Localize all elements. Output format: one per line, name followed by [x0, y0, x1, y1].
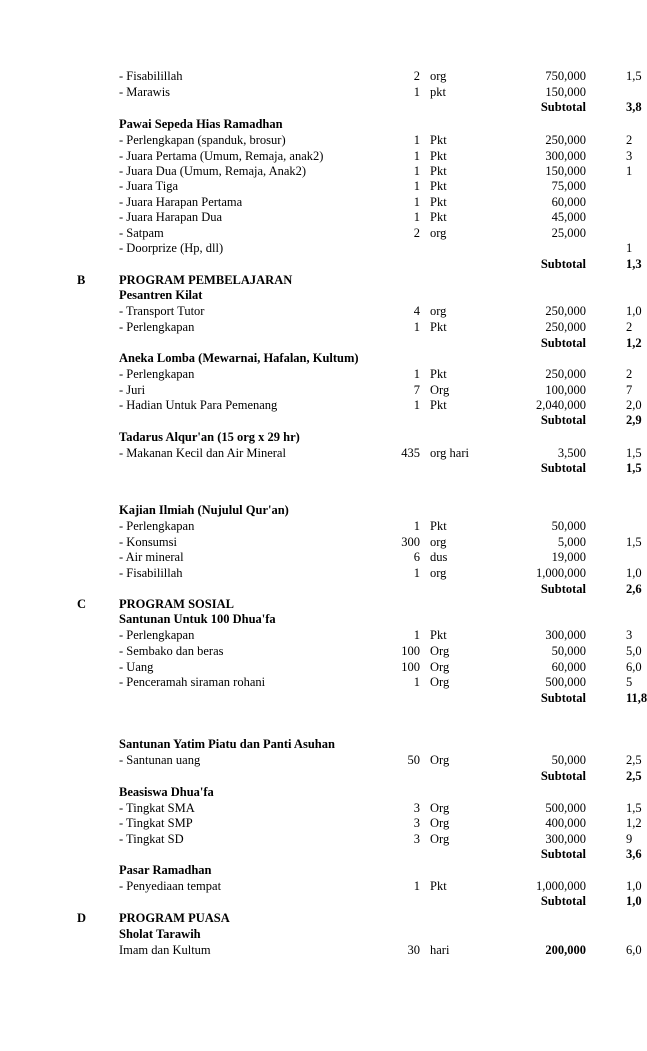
item-description: - Perlengkapan: [119, 320, 195, 334]
quantity-cell: 2: [413, 226, 420, 240]
total-cell: 1,3: [626, 257, 642, 271]
unit-price-cell: 2,040,000: [536, 398, 586, 412]
table-row: [0, 628, 638, 644]
table-row: [0, 503, 638, 519]
unit-price-cell: 150,000: [545, 85, 586, 99]
subtotal-label: Subtotal: [540, 413, 586, 427]
subtotal-label: Subtotal: [540, 691, 586, 705]
unit-cell: org: [430, 566, 447, 580]
table-row: [0, 117, 638, 133]
unit-cell: Pkt: [430, 210, 447, 224]
unit-cell: Org: [430, 644, 450, 658]
item-description: - Air mineral: [119, 550, 184, 564]
section-header-row: [0, 911, 638, 927]
table-row: [0, 288, 638, 304]
item-description: - Hadian Untuk Para Pemenang: [119, 398, 278, 412]
table-row: [0, 320, 638, 336]
subtotal-row: [0, 257, 642, 273]
quantity-cell: 1: [413, 398, 420, 412]
quantity-cell: 100: [401, 660, 420, 674]
unit-price-cell: 250,000: [545, 133, 586, 147]
table-row: [0, 927, 638, 943]
total-cell: 9: [626, 832, 633, 846]
total-cell: 11,8: [626, 691, 647, 705]
unit-price-cell: 500,000: [545, 675, 586, 689]
quantity-cell: 300: [401, 535, 420, 549]
unit-price-cell: 5,000: [557, 535, 586, 549]
item-description: Kajian Ilmiah (Nujulul Qur'an): [119, 503, 289, 517]
subtotal-label: Subtotal: [540, 257, 586, 271]
unit-price-cell: 150,000: [545, 164, 586, 178]
total-cell: 1,0: [626, 304, 642, 318]
unit-price-cell: 250,000: [545, 304, 586, 318]
section-letter: B: [77, 273, 86, 287]
item-description: - Juara Tiga: [119, 179, 179, 193]
section-header-row: [0, 597, 638, 613]
total-cell: 2: [626, 133, 633, 147]
table-row: [0, 210, 638, 226]
subtotal-row: [0, 582, 642, 598]
quantity-cell: 1: [413, 85, 420, 99]
item-description: - Perlengkapan: [119, 519, 195, 533]
total-cell: 1,5: [626, 535, 642, 549]
total-cell: 2,5: [626, 753, 642, 767]
unit-cell: org: [430, 535, 447, 549]
total-cell: 1,2: [626, 816, 642, 830]
total-cell: 3,6: [626, 847, 642, 861]
unit-price-cell: 45,000: [551, 210, 586, 224]
subtotal-label: Subtotal: [540, 894, 586, 908]
item-description: - Fisabilillah: [119, 566, 183, 580]
subtotal-label: Subtotal: [540, 336, 586, 350]
item-description: - Perlengkapan (spanduk, brosur): [119, 133, 286, 147]
unit-price-cell: 750,000: [545, 69, 586, 83]
quantity-cell: 1: [413, 195, 420, 209]
quantity-cell: 7: [413, 383, 420, 397]
quantity-cell: 1: [413, 566, 420, 580]
table-row: [0, 612, 638, 628]
item-description: Santunan Yatim Piatu dan Panti Asuhan: [119, 737, 335, 751]
subtotal-row: [0, 691, 647, 707]
total-cell: 6,0: [626, 660, 642, 674]
unit-price-cell: 300,000: [545, 628, 586, 642]
total-cell: 2: [626, 320, 633, 334]
table-row: [0, 863, 638, 879]
item-description: Tadarus Alqur'an (15 org x 29 hr): [119, 430, 300, 444]
item-description: - Tingkat SD: [119, 832, 184, 846]
quantity-cell: 1: [413, 149, 420, 163]
table-row: [0, 430, 638, 446]
unit-cell: Org: [430, 832, 450, 846]
table-row: [0, 675, 638, 691]
item-description: PROGRAM PEMBELAJARAN: [119, 273, 293, 287]
section-letter: D: [77, 911, 87, 925]
subtotal-row: [0, 769, 642, 785]
total-cell: 2,5: [626, 769, 642, 783]
item-description: PROGRAM PUASA: [119, 911, 230, 925]
total-cell: 1: [626, 164, 633, 178]
quantity-cell: 435: [401, 446, 420, 460]
table-row: [0, 179, 638, 195]
table-row: [0, 241, 638, 257]
table-row: [0, 785, 638, 801]
table-row: [0, 398, 642, 414]
unit-cell: Pkt: [430, 133, 447, 147]
quantity-cell: 3: [413, 801, 420, 815]
unit-price-cell: 19,000: [551, 550, 586, 564]
table-row: [0, 879, 642, 895]
table-row: [0, 519, 638, 535]
unit-price-cell: 3,500: [557, 446, 586, 460]
unit-cell: Org: [430, 675, 450, 689]
quantity-cell: 1: [413, 320, 420, 334]
item-description: - Juara Harapan Dua: [119, 210, 223, 224]
item-description: - Perlengkapan: [119, 367, 195, 381]
section-header-row: [0, 273, 638, 289]
table-row: [0, 753, 642, 769]
item-description: Aneka Lomba (Mewarnai, Hafalan, Kultum): [119, 351, 359, 365]
unit-price-cell: 75,000: [551, 179, 586, 193]
quantity-cell: 1: [413, 879, 420, 893]
total-cell: 1,0: [626, 879, 642, 893]
item-description: Beasiswa Dhua'fa: [119, 785, 214, 799]
unit-price-cell: 50,000: [551, 644, 586, 658]
item-description: - Penceramah siraman rohani: [119, 675, 266, 689]
subtotal-row: [0, 100, 642, 116]
unit-price-cell: 50,000: [551, 753, 586, 767]
item-description: - Juara Pertama (Umum, Remaja, anak2): [119, 149, 324, 163]
table-row: [0, 226, 638, 242]
item-description: - Tingkat SMA: [119, 801, 195, 815]
unit-cell: Pkt: [430, 320, 447, 334]
table-row: [0, 832, 638, 848]
unit-price-cell: 300,000: [545, 832, 586, 846]
quantity-cell: 6: [413, 550, 420, 564]
item-description: - Penyediaan tempat: [119, 879, 222, 893]
item-description: - Doorprize (Hp, dll): [119, 241, 224, 255]
item-description: Imam dan Kultum: [119, 943, 211, 957]
unit-price-cell: 300,000: [545, 149, 586, 163]
quantity-cell: 1: [413, 519, 420, 533]
total-cell: 2: [626, 367, 633, 381]
item-description: - Makanan Kecil dan Air Mineral: [119, 446, 286, 460]
item-description: - Perlengkapan: [119, 628, 195, 642]
subtotal-label: Subtotal: [540, 461, 586, 475]
item-description: - Juri: [119, 383, 146, 397]
total-cell: 1: [626, 241, 633, 255]
unit-cell: Pkt: [430, 628, 447, 642]
total-cell: 1,5: [626, 69, 642, 83]
subtotal-row: [0, 461, 642, 477]
unit-price-cell: 60,000: [551, 195, 586, 209]
total-cell: 1,5: [626, 446, 642, 460]
quantity-cell: 50: [407, 753, 420, 767]
item-description: - Tingkat SMP: [119, 816, 193, 830]
unit-price-cell: 250,000: [545, 320, 586, 334]
subtotal-label: Subtotal: [540, 769, 586, 783]
unit-cell: Pkt: [430, 879, 447, 893]
quantity-cell: 1: [413, 628, 420, 642]
item-description: - Satpam: [119, 226, 164, 240]
unit-price-cell: 200,000: [545, 943, 586, 957]
table-row: [0, 85, 638, 101]
unit-cell: Org: [430, 816, 450, 830]
table-row: [0, 149, 638, 165]
total-cell: 5: [626, 675, 633, 689]
quantity-cell: 1: [413, 164, 420, 178]
table-row: [0, 644, 642, 660]
unit-cell: org: [430, 69, 447, 83]
quantity-cell: 1: [413, 675, 420, 689]
unit-cell: Org: [430, 801, 450, 815]
item-description: Pawai Sepeda Hias Ramadhan: [119, 117, 283, 131]
unit-price-cell: 100,000: [545, 383, 586, 397]
item-description: - Juara Dua (Umum, Remaja, Anak2): [119, 164, 307, 178]
table-row: [0, 660, 642, 676]
unit-cell: Pkt: [430, 398, 447, 412]
table-row: [0, 69, 642, 85]
unit-cell: org: [430, 304, 447, 318]
unit-cell: Org: [430, 383, 450, 397]
total-cell: 7: [626, 383, 633, 397]
subtotal-row: [0, 413, 642, 429]
item-description: - Fisabilillah: [119, 69, 183, 83]
item-description: Sholat Tarawih: [119, 927, 201, 941]
unit-price-cell: 500,000: [545, 801, 586, 815]
table-row: [0, 816, 642, 832]
total-cell: 1,0: [626, 894, 642, 908]
quantity-cell: 1: [413, 133, 420, 147]
item-description: Pasar Ramadhan: [119, 863, 212, 877]
quantity-cell: 3: [413, 816, 420, 830]
unit-price-cell: 25,000: [551, 226, 586, 240]
table-row: [0, 535, 642, 551]
unit-cell: Pkt: [430, 179, 447, 193]
table-row: [0, 351, 638, 367]
total-cell: 6,0: [626, 943, 642, 957]
unit-cell: Org: [430, 753, 450, 767]
item-description: - Konsumsi: [119, 535, 177, 549]
total-cell: 1,2: [626, 336, 642, 350]
quantity-cell: 1: [413, 210, 420, 224]
subtotal-label: Subtotal: [540, 100, 586, 114]
table-row: [0, 133, 638, 149]
unit-price-cell: 1,000,000: [536, 566, 586, 580]
unit-price-cell: 400,000: [545, 816, 586, 830]
total-cell: 2,6: [626, 582, 642, 596]
total-cell: 3: [626, 149, 633, 163]
item-description: - Sembako dan beras: [119, 644, 224, 658]
total-cell: 2,0: [626, 398, 642, 412]
table-row: [0, 383, 638, 399]
subtotal-row: [0, 847, 642, 863]
table-row: [0, 943, 642, 959]
unit-cell: Pkt: [430, 164, 447, 178]
quantity-cell: 30: [407, 943, 420, 957]
item-description: - Marawis: [119, 85, 171, 99]
table-row: [0, 164, 638, 180]
total-cell: 1,0: [626, 566, 642, 580]
item-description: - Santunan uang: [119, 753, 201, 767]
subtotal-row: [0, 336, 642, 352]
total-cell: 1,5: [626, 461, 642, 475]
item-description: - Juara Harapan Pertama: [119, 195, 243, 209]
subtotal-row: [0, 894, 642, 910]
unit-price-cell: 1,000,000: [536, 879, 586, 893]
unit-cell: dus: [430, 550, 448, 564]
quantity-cell: 1: [413, 179, 420, 193]
total-cell: 3,8: [626, 100, 642, 114]
total-cell: 5,0: [626, 644, 642, 658]
unit-cell: Pkt: [430, 367, 447, 381]
item-description: - Transport Tutor: [119, 304, 205, 318]
unit-cell: Pkt: [430, 519, 447, 533]
unit-price-cell: 250,000: [545, 367, 586, 381]
unit-cell: Pkt: [430, 195, 447, 209]
quantity-cell: 4: [413, 304, 420, 318]
table-row: [0, 801, 642, 817]
table-row: [0, 566, 642, 582]
unit-cell: Pkt: [430, 149, 447, 163]
table-row: [0, 737, 638, 753]
subtotal-label: Subtotal: [540, 847, 586, 861]
unit-cell: org: [430, 226, 447, 240]
quantity-cell: 2: [413, 69, 420, 83]
quantity-cell: 1: [413, 367, 420, 381]
unit-price-cell: 60,000: [551, 660, 586, 674]
item-description: Pesantren Kilat: [119, 288, 203, 302]
quantity-cell: 3: [413, 832, 420, 846]
table-row: [0, 195, 638, 211]
total-cell: 1,5: [626, 801, 642, 815]
table-row: [0, 446, 642, 462]
unit-price-cell: 50,000: [551, 519, 586, 533]
item-description: PROGRAM SOSIAL: [119, 597, 234, 611]
subtotal-label: Subtotal: [540, 582, 586, 596]
table-row: [0, 550, 638, 566]
quantity-cell: 100: [401, 644, 420, 658]
table-row: [0, 367, 638, 383]
table-row: [0, 304, 642, 320]
total-cell: 3: [626, 628, 633, 642]
unit-cell: pkt: [430, 85, 446, 99]
item-description: - Uang: [119, 660, 154, 674]
section-letter: C: [77, 597, 87, 611]
unit-cell: Org: [430, 660, 450, 674]
unit-cell: hari: [430, 943, 450, 957]
total-cell: 2,9: [626, 413, 642, 427]
item-description: Santunan Untuk 100 Dhua'fa: [119, 612, 276, 626]
unit-cell: org hari: [430, 446, 469, 460]
